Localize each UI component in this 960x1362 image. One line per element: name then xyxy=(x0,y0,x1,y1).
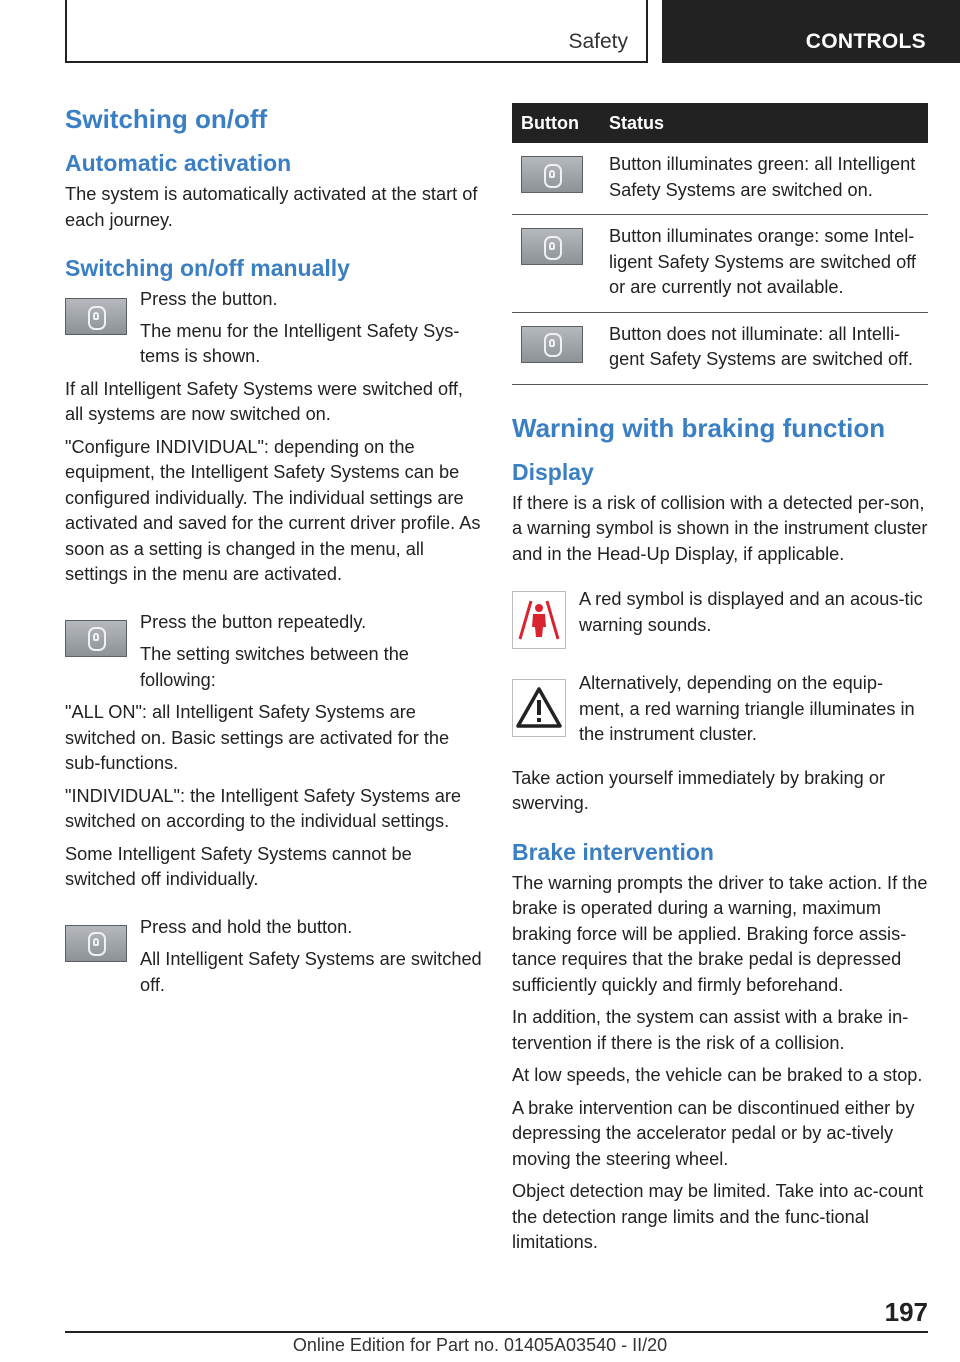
header-section-box xyxy=(65,0,648,63)
page-number: 197 xyxy=(884,1297,928,1327)
header-chapter-label: CONTROLS xyxy=(805,30,926,53)
heading-automatic-activation: Automatic activation xyxy=(65,150,292,176)
right-column xyxy=(512,103,928,1263)
table-cell-status xyxy=(600,312,928,384)
symbol-triangle-text: Alternatively, depending on the equip-ment, a red warning triangle illuminates in the instrument cluster. xyxy=(579,673,915,744)
intelligent-safety-button-icon xyxy=(65,620,127,657)
status-text: Button illuminates orange: some Intel-ligent Safety Systems are switched off or are currently not available. xyxy=(609,226,916,297)
paragraph-brake-1: The warning prompts the driver to take action. If the brake is operated during a warning, maximum braking force will be applied. Braking force assis-tance requires that the brake pedal is depressed sufficiently quickly and firmly beforehand. xyxy=(512,872,928,995)
heading-brake-intervention: Brake intervention xyxy=(512,838,714,865)
table-header-button: Button xyxy=(521,112,579,133)
paragraph-automatic: The system is automatically activated at the start of each journey. xyxy=(65,184,478,230)
table-header-row xyxy=(512,103,928,143)
table-row xyxy=(512,215,928,313)
left-column xyxy=(65,100,483,1005)
table-cell-button xyxy=(512,143,600,215)
person-warning-icon xyxy=(512,591,566,649)
footer-divider xyxy=(65,1331,928,1333)
footer-edition: Online Edition for Part no. 01405A03540 - II/20 xyxy=(292,1335,668,1355)
status-text: Button does not illuminate: all Intelli-gent Safety Systems are switched off. xyxy=(609,323,913,369)
header-section-label: Safety xyxy=(568,30,628,53)
heading-manual: Switching on/off manually xyxy=(65,255,350,281)
step-press-hold: Press and hold the button. xyxy=(140,916,353,937)
instruction-press-hold xyxy=(65,915,483,941)
step-menu-shown-text: The menu for the Intelligent Safety Sys-tems is shown. xyxy=(140,320,460,366)
step-setting-switches: The setting switches between the following: xyxy=(140,644,409,690)
paragraph-individual-option: "INDIVIDUAL": the Intelligent Safety Systems are switched on according to the individual settings. xyxy=(65,785,462,831)
paragraph-brake-3: At low speeds, the vehicle can be braked to a stop. xyxy=(512,1065,923,1085)
step-press-repeatedly: Press the button repeatedly. xyxy=(140,611,367,632)
instruction-press-repeat xyxy=(65,610,483,636)
table-cell-button xyxy=(512,312,600,384)
step-all-off: All Intelligent Safety Systems are switched off. xyxy=(140,949,482,995)
button-status-table xyxy=(512,103,928,385)
intelligent-safety-button-icon xyxy=(521,326,583,363)
table-header-status: Status xyxy=(609,112,665,133)
heading-display: Display xyxy=(512,458,594,485)
intelligent-safety-button-icon xyxy=(521,228,583,265)
paragraph-all-on-option: "ALL ON": all Intelligent Safety Systems are switched on. Basic settings are activated for the sub-functions. xyxy=(65,702,450,773)
step-press-button: Press the button. xyxy=(140,289,278,309)
paragraph-all-on: If all Intelligent Safety Systems were switched off, all systems are now switched on. xyxy=(65,378,463,424)
symbol-person-text: A red symbol is displayed and an acous-tic warning sounds. xyxy=(579,589,923,635)
intelligent-safety-button-icon xyxy=(65,298,127,335)
intelligent-safety-button-icon xyxy=(521,156,583,193)
paragraph-some-systems: Some Intelligent Safety Systems cannot be switched off individually. xyxy=(65,843,412,889)
paragraph-display: If there is a risk of collision with a detected per-son, a warning symbol is shown in the instrument cluster and in the Head-Up Display, if applicable. xyxy=(512,492,928,564)
table-cell-status xyxy=(600,215,928,313)
instruction-press xyxy=(65,287,483,313)
status-text: Button illuminates green: all Intelligent Safety Systems are switched on. xyxy=(609,154,916,200)
table-row xyxy=(512,143,928,215)
heading-switching-on-off: Switching on/off xyxy=(65,104,268,134)
heading-warning-braking: Warning with braking function xyxy=(512,412,886,443)
paragraph-configure: "Configure INDIVIDUAL": depending on the equipment, the Intelligent Safety Systems can be configured individually. The individual settings are activated and saved for the current driver profile. As soon as a setting is changed in the menu, all settings in the menu are activated. xyxy=(65,436,481,584)
intelligent-safety-button-icon xyxy=(65,925,127,962)
header-chapter-tab xyxy=(662,0,960,63)
symbol-row-person xyxy=(512,587,928,649)
table-row xyxy=(512,312,928,384)
paragraph-brake-4: A brake intervention can be discontinued either by depressing the accelerator pedal or by ac-tively moving the steering wheel. xyxy=(512,1097,915,1169)
table-cell-button xyxy=(512,215,600,313)
step-menu-shown xyxy=(65,319,483,370)
table-cell-status xyxy=(600,143,928,215)
paragraph-take-action: Take action yourself immediately by braking or swerving. xyxy=(512,767,886,813)
paragraph-brake-2: In addition, the system can assist with a brake in-tervention if there is the risk of a collision. xyxy=(512,1007,909,1053)
symbol-row-triangle xyxy=(512,671,928,748)
paragraph-brake-5: Object detection may be limited. Take into ac-count the detection range limits and the func-tional limitations. xyxy=(512,1181,924,1252)
warning-triangle-icon xyxy=(512,679,566,737)
